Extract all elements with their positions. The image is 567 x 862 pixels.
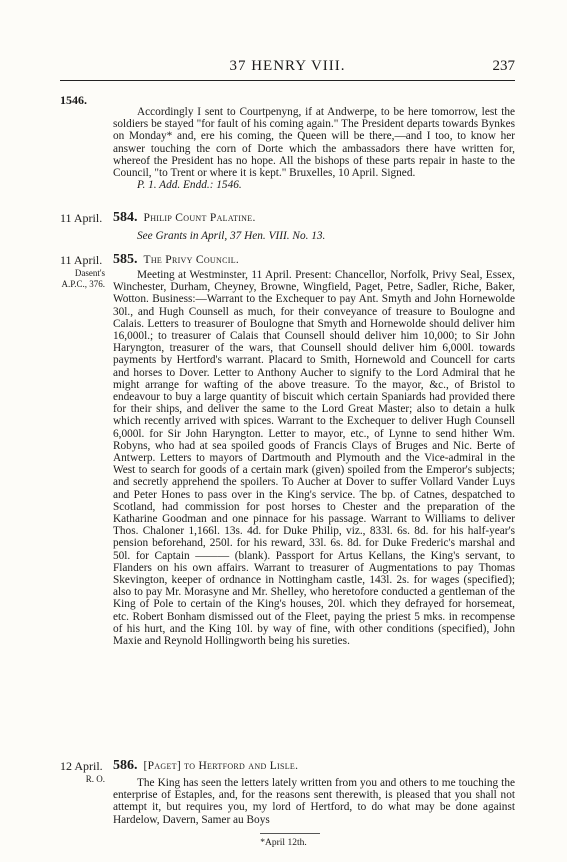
entry-584-date: 11 April. xyxy=(60,211,103,225)
entry-number: 586. xyxy=(113,758,138,773)
entry-586-body: The King has seen the letters lately written from you and others to me touching the enterprise of Estaples, and, for the reasons sent therewith, is pleased that you shall not attempt it, but requires you, my lord of Hertford, to do what may be done against Hardelow, Davern, Samer au Boys xyxy=(113,777,515,826)
entry-584-see: See Grants in April, 37 Hen. VIII. No. 13. xyxy=(137,230,326,242)
entry-585-ref: Dasent's A.P.C., 376. xyxy=(61,268,105,289)
entry-584-heading xyxy=(113,210,256,226)
entry-585-margin: 11 April. Dasent's A.P.C., 376. xyxy=(60,253,105,289)
footnote-rule xyxy=(260,833,320,834)
entry-585-body: Meeting at Westminster, 11 April. Present: Chancellor, Norfolk, Privy Seal, Essex, Winchester, Durham, Cheyney, Browne, Wingfield, Paget, Petre, Sadler, Riche, Baker, Wotton. Business:—Warrant to the Exchequer to pay Ant. Smyth and John Hornewolde 30l., and Hugh Counsell as much, for their conveyance of treasure to Boulogne and Calais. Letters to treasurer of Boulogne that Smyth and Hornewolde should deliver him 16,000l.; to treasurer of Calais that Counsell should deliver him 10,000; to Sir John Haryngton, treasurer of the wars, that Counsell should deliver him 6,000l. towards payments by Hertford's warrant. Placard to Smith, Hornewold and Councell for carts and horses to Dover. Letter to Anthony Aucher to signify to the Lord Admiral that he might arrange for wafting of the above treasure. To the mayor, &c., of Bristol to endeavour to buy a large quantity of biscuit which certain Spaniards had provided there for their ships, and deliver the same to the Lord Great Master; also to detain a hulk which recently arrived with spices. Warrant to the Exchequer to deliver Hugh Counsell 6,000l. for Sir John Haryngton. Letter to mayor, etc., of Lynne to send hither Wm. Robyns, who had at sea spoiled goods of Francis Clays of Bruges and Nic. Berte of Antwerp. Letters to mayors of Dartmouth and Plymouth and the Vice-admiral in the West to search for goods of a certain mark (given) spoiled from the Emperor's subjects; and secretly apprehend the spoilers. To Aucher at Dover to suffer Vollard Vander Luys and Peter Hones to pass over in the King's service. The bp. of Catnes, despatched to Scotland, had commission for post horses to Chester and the preparation of the Katharine Goodman and one pinnace for his passage. Warrant to Williams to deliver Thos. Chaloner 1,166l. 13s. 4d. for Duke Philip, viz., 833l. 6s. 8d. for his half-year's pension beforehand, 250l. for his reward, 33l. 6s. 8d. for Duke Frederic's marshal and 50l. for Captain ——— (blank). Passport for Artus Kellans, the King's servant, to Flanders on his own affairs. Warrant to treasurer of Augmentations to pay Thomas Skevington, keeper of ordnance in Nottingham castle, 143l. 2s. for wages (specified); also to pay Mr. Morasyne and Mr. Shelley, who heretofore conducted a gentleman of the King of Pole to certain of the King's houses, 20l. which they defrayed for horsemeat, etc. Robert Bonham dismissed out of the Fleet, paying the priest 5 mks. in recompense of his hurt, and the King 10l. by way of fine, with other conditions (specified), John Maxie and Reynold Hollingworth being his sureties. xyxy=(113,269,515,648)
entry-title: The Privy Council. xyxy=(143,254,240,266)
entry-number: 584. xyxy=(113,210,138,225)
entry-585-heading xyxy=(113,252,239,268)
footnote: *April 12th. xyxy=(260,838,307,848)
margin-year: 1546. xyxy=(60,93,87,107)
entry-title: Philip Count Palatine. xyxy=(143,212,256,224)
entry-586-ref: R. O. xyxy=(85,774,105,784)
letter-source: P. 1. Add. Endd.: 1546. xyxy=(137,179,242,192)
letter-paragraph: Accordingly I sent to Courtpenyng, if at Andwerpe, to be here tomorrow, lest the soldiers be stayed "for fault of his coming again." The President departs towards Bynkes on Monday* and, ere his coming, the Queen will be there,—and I too, to know her answer touching the corn of Dorte which the ambassadors there have written for, whereof the President has no hope. All the bishops of these parts repair in haste to the Council, "to Trent or where it is kept." Bruxelles, 10 April. Signed. xyxy=(113,106,515,180)
running-title: 37 HENRY VIII. xyxy=(229,58,346,74)
running-header xyxy=(60,58,515,81)
entry-number: 585. xyxy=(113,252,138,267)
entry-586-heading xyxy=(113,758,298,774)
continued-letter xyxy=(113,106,515,191)
page-number: 237 xyxy=(492,58,515,74)
entry-title: [Paget] to Hertford and Lisle. xyxy=(143,760,299,772)
entry-586-margin: 12 April. R. O. xyxy=(60,759,105,784)
